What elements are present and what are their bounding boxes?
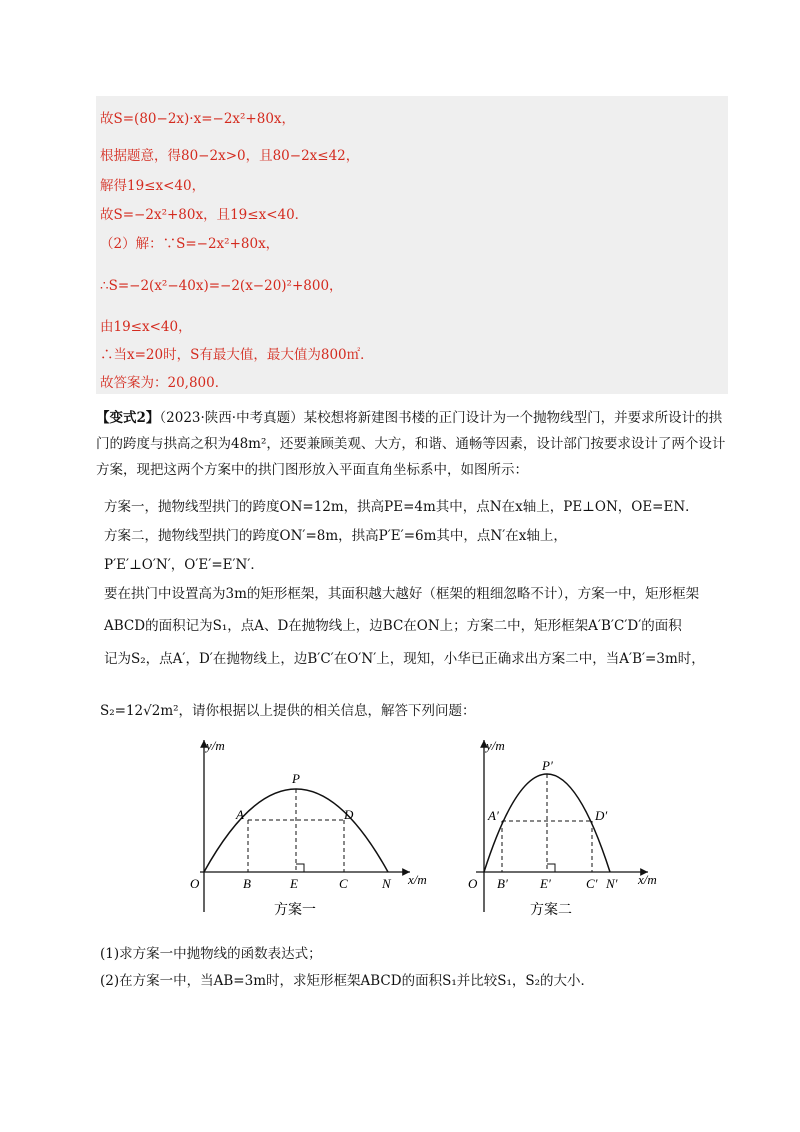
- figure-plan-2: [458, 732, 668, 932]
- label-O: O: [190, 876, 200, 891]
- label-D: D′: [595, 808, 608, 823]
- problem-para1: 某校想将新建图书楼的正门设计为一个抛物线型门，并要求所设计的拱门的跨度与拱高之积为48m²，还要兼顾美观、大方，和谐、通畅等因素，设计部门按要求设计了两个设计方案，现把这两个方案中的拱门图形放入平面直角坐标系中，如图所示：: [96, 410, 726, 478]
- y-axis-label: y/m: [206, 738, 225, 753]
- label-N: N: [382, 876, 391, 891]
- label-E: E′: [540, 876, 551, 891]
- solution-line-9: 故答案为：20,800．: [100, 375, 229, 391]
- plan2-text-b: P′E′⊥O′N′，O′E′=E′N′．: [104, 557, 264, 573]
- para2-line-a: 要在拱门中设置高为3m的矩形框架，其面积越大越好（框架的粗细忽略不计），方案一中，矩形框架: [104, 586, 700, 602]
- label-O: O: [468, 876, 478, 891]
- figure2-caption: 方案二: [530, 903, 572, 918]
- solution-line-4: 故S=−2x²+80x，且19≤x<40．: [100, 207, 309, 223]
- solution-line-3: 解得19≤x<40，: [100, 178, 206, 194]
- problem-tag: 【变式2】: [96, 410, 160, 426]
- problem-intro: [96, 405, 732, 483]
- solution-line-8: ∴当x=20时，S有最大值，最大值为800㎡．: [100, 347, 374, 363]
- figure1-caption: 方案一: [274, 903, 316, 918]
- y-axis-label: y/m: [486, 738, 505, 753]
- question-1: (1)求方案一中抛物线的函数表达式；: [100, 946, 322, 962]
- right-angle-mark: [547, 864, 555, 872]
- label-P: P: [292, 771, 300, 786]
- solution-line-2: 根据题意，得80−2x>0，且80−2x≤42，: [100, 148, 360, 164]
- x-axis-label: x/m: [408, 872, 427, 887]
- label-N: N′: [606, 876, 618, 891]
- para2-line-b: ABCD的面积记为S₁，点A、D在抛物线上，边BC在ON上；方案二中，矩形框架A′B′C′D′的面积: [104, 618, 682, 634]
- label-A: A′: [488, 808, 499, 823]
- label-C: C: [339, 876, 348, 891]
- label-A: A: [236, 807, 244, 822]
- problem-source: （2023·陕西·中考真题）: [159, 410, 304, 426]
- label-B: B: [243, 876, 251, 891]
- right-angle-mark: [296, 864, 304, 872]
- label-P: P′: [542, 758, 553, 773]
- label-E: E: [290, 876, 298, 891]
- para2-line-c: 记为S₂，点A′，D′在抛物线上，边B′C′在O′N′上，现知，小华已正确求出方案二中，当A′B′=3m时，: [104, 651, 705, 667]
- question-2: (2)在方案一中，当AB=3m时，求矩形框架ABCD的面积S₁并比较S₁，S₂的大小．: [100, 973, 595, 989]
- label-D: D: [344, 807, 354, 822]
- plan1-text: 方案一，抛物线型拱门的跨度ON=12m，拱高PE=4m其中，点N在x轴上，PE⊥ON，OE=EN．: [104, 499, 699, 515]
- para2-line-d: S₂=12√2m²，请你根据以上提供的相关信息，解答下列问题：: [100, 703, 476, 719]
- solution-box: [96, 96, 728, 394]
- label-C: C′: [586, 876, 598, 891]
- solution-line-7: 由19≤x<40，: [100, 319, 192, 335]
- x-axis-label: x/m: [638, 872, 657, 887]
- solution-line-1: 故S=(80−2x)·x=−2x²+80x，: [100, 111, 296, 127]
- plan2-text-a: 方案二，抛物线型拱门的跨度ON′=8m，拱高P′E′=6m其中，点N′在x轴上，: [104, 528, 567, 544]
- figure-plan-1: [170, 732, 440, 932]
- label-B: B′: [497, 876, 508, 891]
- solution-line-6: ∴S=−2(x²−40x)=−2(x−20)²+800，: [100, 278, 343, 294]
- solution-line-5: （2）解：∵S=−2x²+80x，: [100, 236, 280, 252]
